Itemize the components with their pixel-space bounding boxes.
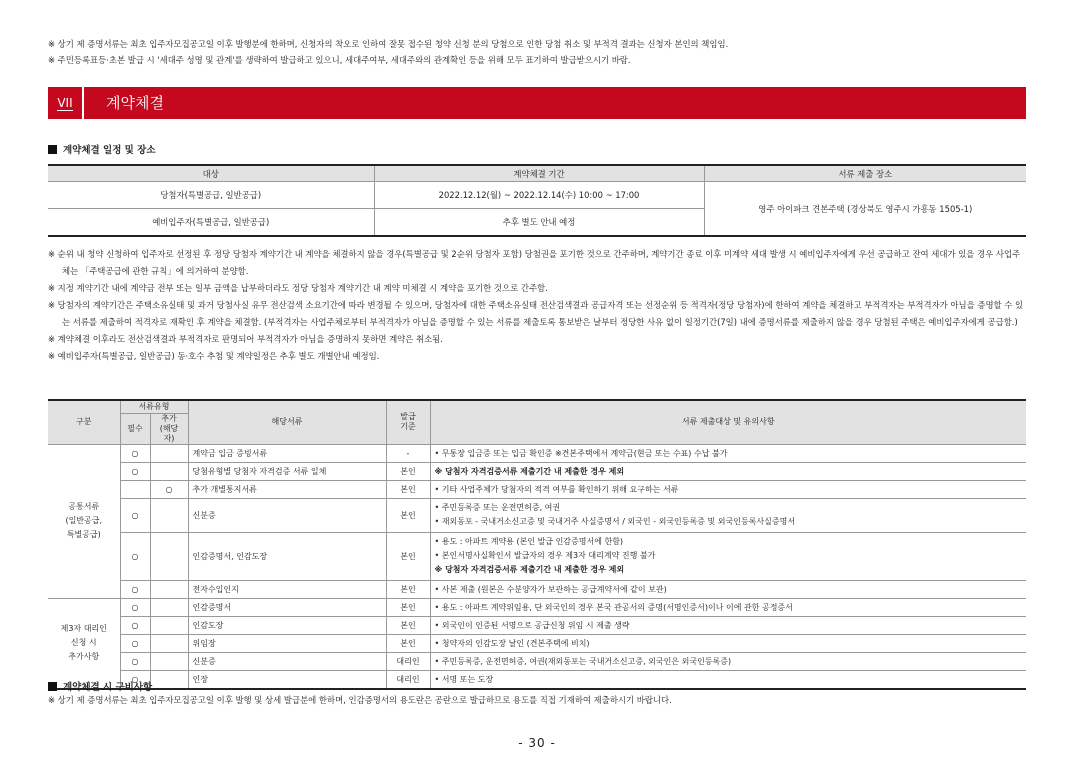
required-mark: ○ bbox=[120, 532, 150, 580]
schedule-note: ※ 당첨자의 계약기간은 주택소유실태 및 과거 당첨사실 유무 전산검색 소요기간에 따라 변경될 수 있으며, 당첨자에 대한 주택소유실태 전산검색결과 공급자격 또는 선정순위 등 적격자(정당 당첨자)에 한하여 계약을 체결하고 부적격자는 부적격자가 아님을 증명할 수 있는 서류를 제출하여 적격자로 재확인 후 계약을 체결함. (부적격자는 사업주체로부터 부적격자가 아님을 증명할 수 있는 서류를 제출토록 통보받은 날부터 정당한 사유 없이 일정기간(7일) 내에 증명서류를 제출하지 않을 경우 당첨된 주택은 예비입주자에게 공급함.) bbox=[48, 300, 1024, 327]
header-target: 대상 bbox=[48, 165, 374, 182]
document-notes: • 청약자의 인감도장 날인 (견본주택에 비치) bbox=[430, 634, 1026, 652]
header-period: 계약체결 기간 bbox=[374, 165, 704, 182]
square-bullet-icon bbox=[48, 682, 57, 691]
schedule-note: ※ 순위 내 청약 신청하여 입주자로 선정된 후 정당 당첨자 계약기간 내 계약을 체결하지 않을 경우(특별공급 및 2순위 당첨자 포함) 당첨권을 포기한 것으로 간주하며, 계약기간 종료 이후 미계약 세대 발생 시 예비입주자에게 우선 공급하고 잔여 세대가 있을 경우 사업주체는 「주택공급에 관한 규칙」에 의거하여 분양함. bbox=[48, 249, 1021, 276]
schedule-target: 예비입주자(특별공급, 일반공급) bbox=[48, 209, 374, 237]
schedule-note: ※ 예비입주자(특별공급, 일반공급) 동·호수 추첨 및 계약일정은 추후 별도 개별안내 예정임. bbox=[48, 351, 380, 361]
docs-header-row bbox=[48, 400, 1026, 413]
document-name: 인감증명서 bbox=[188, 598, 386, 616]
header-issue-basis: 발급 기준 bbox=[386, 400, 430, 444]
page-number: - 30 - bbox=[518, 736, 556, 750]
document-notes: ※ 당첨자 자격검증서류 제출기간 내 제출한 경우 제외 bbox=[430, 462, 1026, 480]
required-mark: ○ bbox=[120, 462, 150, 480]
document-name: 계약금 입금 증빙서류 bbox=[188, 444, 386, 462]
issue-basis: 대리인 bbox=[386, 670, 430, 689]
document-name: 인장 bbox=[188, 670, 386, 689]
header-additional: 추가 (해당자) bbox=[150, 413, 188, 444]
document-notes: • 용도 : 아파트 계약위임용, 단 외국인의 경우 본국 관공서의 증명(서명인증서)이나 이에 관한 공정증서 bbox=[430, 598, 1026, 616]
table-row bbox=[48, 480, 1026, 498]
document-notes: • 무통장 입금증 또는 입금 확인증 ※견본주택에서 계약금(현금 또는 수표) 수납 불가 bbox=[430, 444, 1026, 462]
top-note-2: ※ 주민등록표등·초본 발급 시 '세대주 성명 및 관계'를 생략하여 발급하고 있으니, 세대주여부, 세대주와의 관계확인 등을 위해 모두 표기하여 발급받으시기 바람. bbox=[48, 55, 631, 65]
additional-mark bbox=[150, 498, 188, 532]
document-name: 인감도장 bbox=[188, 616, 386, 634]
additional-mark bbox=[150, 444, 188, 462]
required-mark: ○ bbox=[120, 634, 150, 652]
document-name: 전자수입인지 bbox=[188, 580, 386, 598]
additional-mark bbox=[150, 616, 188, 634]
required-mark: ○ bbox=[120, 444, 150, 462]
document-notes: • 주민등록증, 운전면허증, 여권(재외동포는 국내거소신고증, 외국인은 외국인등록증) bbox=[430, 652, 1026, 670]
required-mark: ○ bbox=[120, 652, 150, 670]
issue-basis: 본인 bbox=[386, 598, 430, 616]
requirements-heading: 계약체결 시 구비사항 bbox=[48, 679, 152, 693]
table-row bbox=[48, 616, 1026, 634]
section-number: VII bbox=[48, 87, 84, 119]
issue-basis: - bbox=[386, 444, 430, 462]
issue-basis: 본인 bbox=[386, 480, 430, 498]
additional-mark bbox=[150, 532, 188, 580]
document-name: 당첨유형별 당첨자 자격검증 서류 일체 bbox=[188, 462, 386, 480]
schedule-period: 2022.12.12(월) ~ 2022.12.14(수) 10:00 ~ 17:00 bbox=[374, 182, 704, 209]
required-mark: ○ bbox=[120, 580, 150, 598]
table-row bbox=[48, 580, 1026, 598]
document-name: 신분증 bbox=[188, 498, 386, 532]
group-proxy-label: 제3자 대리인 신청 시 추가사항 bbox=[48, 598, 120, 689]
table-row bbox=[48, 444, 1026, 462]
required-mark: ○ bbox=[120, 598, 150, 616]
section-title: 계약체결 bbox=[106, 94, 164, 112]
table-row bbox=[48, 498, 1026, 532]
top-note-1: ※ 상기 제 증명서류는 최초 입주자모집공고일 이후 발행분에 한하며, 신청자의 착오로 인하여 잘못 접수된 청약 신청 분의 당첨으로 인한 당첨 취소 및 부적격 결과는 신청자 본인의 책임임. bbox=[48, 39, 729, 49]
document-notes: • 주민등록증 또는 운전면허증, 여권 • 재외동포 - 국내거소신고증 및 국내거주 사실증명서 / 외국인 - 외국인등록증 및 외국인등록사실증명서 bbox=[430, 498, 1026, 532]
issue-basis: 본인 bbox=[386, 498, 430, 532]
schedule-table bbox=[48, 164, 1026, 237]
document-notes: • 용도 : 아파트 계약용 (본인 발급 인감증명서에 한함) • 본인서명사실확인서 발급자의 경우 제3자 대리계약 진행 불가 ※ 당첨자 자격검증서류 제출기간 내 제출한 경우 제외 bbox=[430, 532, 1026, 580]
required-mark bbox=[120, 480, 150, 498]
document-name: 위임장 bbox=[188, 634, 386, 652]
table-row bbox=[48, 532, 1026, 580]
table-row bbox=[48, 634, 1026, 652]
square-bullet-icon bbox=[48, 145, 57, 154]
header-place: 서류 제출 장소 bbox=[704, 165, 1026, 182]
table-row bbox=[48, 670, 1026, 689]
issue-basis: 본인 bbox=[386, 532, 430, 580]
group-common-label: 공통서류 (일반공급, 특별공급) bbox=[48, 444, 120, 598]
additional-mark bbox=[150, 462, 188, 480]
additional-mark bbox=[150, 598, 188, 616]
issue-basis: 본인 bbox=[386, 634, 430, 652]
documents-table bbox=[48, 399, 1026, 690]
table-row bbox=[48, 182, 1026, 209]
schedule-heading: 계약체결 일정 및 장소 bbox=[48, 142, 156, 156]
schedule-target: 당첨자(특별공급, 일반공급) bbox=[48, 182, 374, 209]
document-notes: • 기타 사업주체가 당첨자의 적격 여부를 확인하기 위해 요구하는 서류 bbox=[430, 480, 1026, 498]
required-mark: ○ bbox=[120, 670, 150, 689]
requirements-note: ※ 상기 제 증명서류는 최초 입주자모집공고일 이후 발행 및 상세 발급분에 한하며, 인감증명서의 용도란은 공란으로 발급하므로 용도를 직접 기재하여 제출하시기 바랍니다. bbox=[48, 695, 672, 705]
schedule-place: 영주 아이파크 견본주택 (경상북도 영주시 가흥동 1505-1) bbox=[704, 182, 1026, 237]
document-notes: • 사본 제출 (원본은 수분양자가 보관하는 공급계약서에 같이 보관) bbox=[430, 580, 1026, 598]
schedule-note: ※ 지정 계약기간 내에 계약금 전부 또는 일부 금액을 납부하더라도 정당 당첨자 계약기간 내 계약 미체결 시 계약을 포기한 것으로 간주함. bbox=[48, 283, 548, 293]
issue-basis: 본인 bbox=[386, 462, 430, 480]
header-required: 필수 bbox=[120, 413, 150, 444]
document-notes: • 서명 또는 도장 bbox=[430, 670, 1026, 689]
schedule-note: ※ 계약체결 이후라도 전산검색결과 부적격자로 판명되어 부적격자가 아님을 증명하지 못하면 계약은 취소됨. bbox=[48, 334, 443, 344]
issue-basis: 본인 bbox=[386, 616, 430, 634]
document-notes: • 외국인이 인증된 서명으로 공급신청 위임 시 제출 생략 bbox=[430, 616, 1026, 634]
table-row bbox=[48, 462, 1026, 480]
section-banner bbox=[48, 87, 1026, 119]
schedule-notes bbox=[48, 246, 1028, 365]
header-doc-type: 서류유형 bbox=[120, 400, 188, 413]
additional-mark bbox=[150, 634, 188, 652]
schedule-header-row bbox=[48, 165, 1026, 182]
header-notes: 서류 제출대상 및 유의사항 bbox=[430, 400, 1026, 444]
additional-mark bbox=[150, 580, 188, 598]
header-category: 구분 bbox=[48, 400, 120, 444]
document-name: 인감증명서, 인감도장 bbox=[188, 532, 386, 580]
table-row bbox=[48, 598, 1026, 616]
additional-mark: ○ bbox=[150, 480, 188, 498]
document-name: 신분증 bbox=[188, 652, 386, 670]
table-row bbox=[48, 652, 1026, 670]
additional-mark bbox=[150, 670, 188, 689]
required-mark: ○ bbox=[120, 498, 150, 532]
document-name: 추가 개별통지서류 bbox=[188, 480, 386, 498]
required-mark: ○ bbox=[120, 616, 150, 634]
schedule-period: 추후 별도 안내 예정 bbox=[374, 209, 704, 237]
additional-mark bbox=[150, 652, 188, 670]
issue-basis: 대리인 bbox=[386, 652, 430, 670]
header-document: 해당서류 bbox=[188, 400, 386, 444]
issue-basis: 본인 bbox=[386, 580, 430, 598]
